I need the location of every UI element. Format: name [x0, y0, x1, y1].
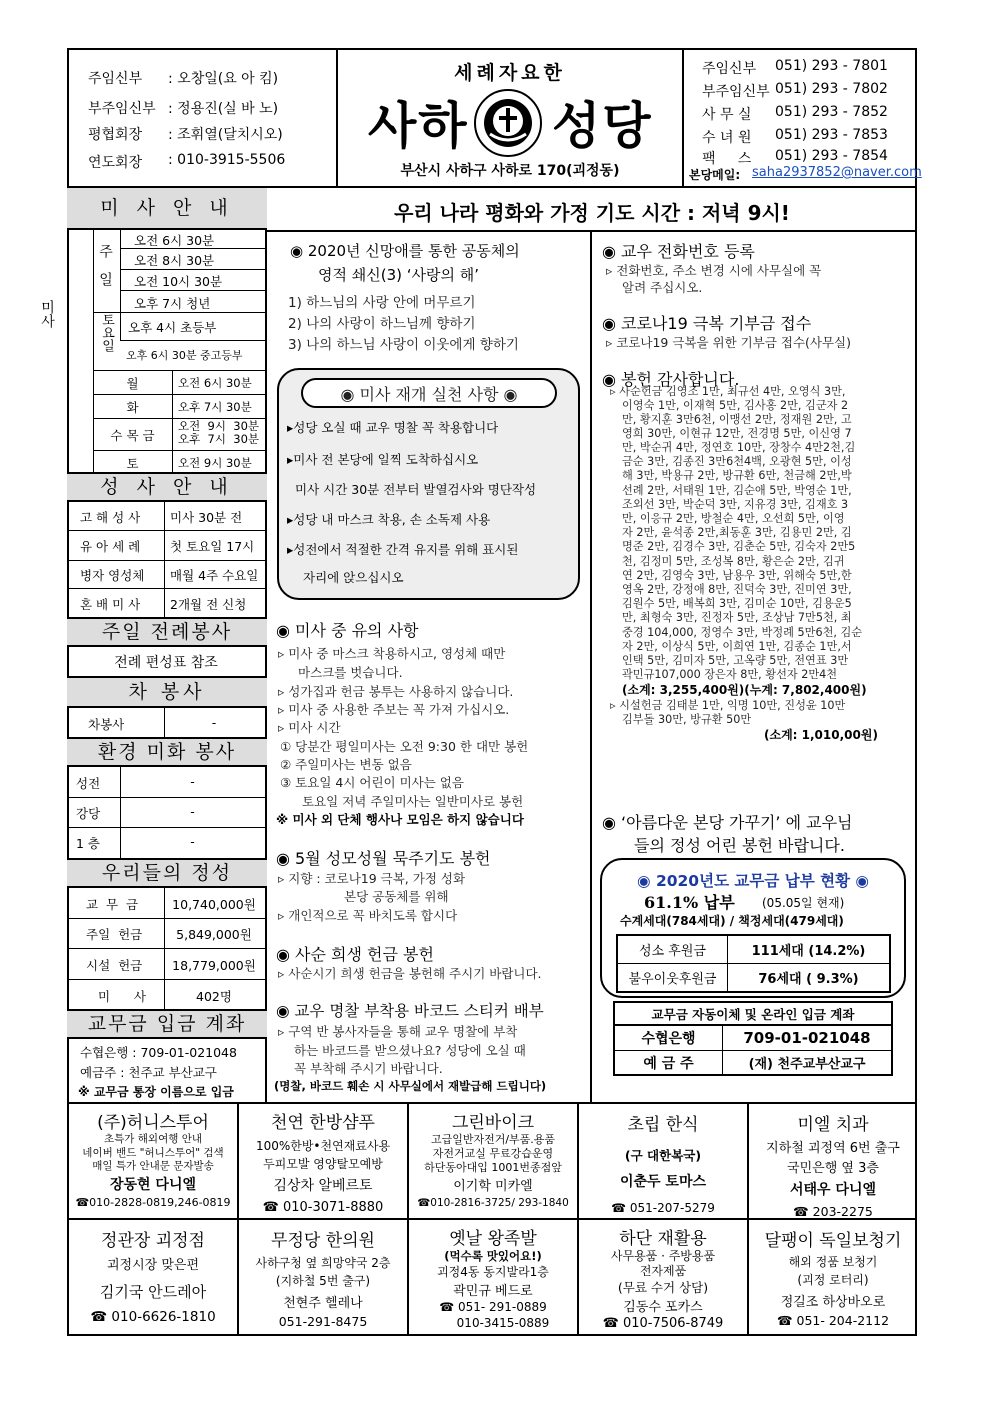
prayer-item: 2) 나의 사랑이 하느님께 향하기 [288, 316, 476, 332]
sacrament-guide-title: 성 사 안 내 [67, 472, 267, 502]
ad-card [239, 1226, 407, 1331]
staff-role: 주임신부 [88, 71, 143, 87]
dues-row-value: 76세대 ( 9.3%) [727, 963, 891, 993]
ad-line: (먹수록 맛있어요!) [444, 1249, 542, 1263]
auto-transfer-account: 709-01-021048 [722, 1025, 893, 1051]
saturday-label: 토요일 [99, 313, 114, 352]
donor-line: 중경 104,000, 정영수 3만, 박정례 5만6천, 김순 [622, 626, 863, 639]
ad-phone: ☎010-2816-3725/ 293-1840 [417, 1197, 569, 1209]
ad-card [409, 1108, 577, 1212]
covid-donation-title: ◉ 코로나19 극복 기부금 접수 [602, 314, 812, 333]
ad-phone: ☎ 010-7506-8749 [602, 1316, 724, 1331]
weekday-name: 토 [126, 456, 139, 471]
donor-line: 만, 이응규 2만, 방철순 4만, 오선희 5만, 이영 [622, 512, 845, 525]
facility-offering-subtotal: (소계: 1,010,00원) [764, 728, 878, 742]
offering-name: 시설 헌금 [86, 958, 143, 973]
dues-row-name: 성소 후원금 [616, 934, 728, 964]
sacrament-info: 미사 30분 전 [170, 510, 243, 525]
tea-service-value: - [211, 715, 217, 730]
environment-value: - [190, 804, 195, 819]
auto-transfer-bank: 수협은행 [613, 1025, 723, 1051]
donor-line: 조외선 3만, 박순덕 3만, 지유경 3만, 김재호 3 [622, 498, 849, 511]
liturgy-schedule-text: 전례 편성표 참조 [114, 655, 218, 671]
ad-card [579, 1224, 747, 1333]
ad-line: 100%한방•천연재료사용 [255, 1139, 391, 1153]
ad-title: 하단 재활용 [619, 1229, 707, 1249]
church-logo-icon [470, 88, 546, 158]
staff-name: 오창일(요 아 킴) [177, 71, 279, 87]
sacrament-info: 첫 토요일 17시 [170, 539, 255, 554]
environment-value: - [190, 774, 195, 789]
phone-label: 주임신부 [702, 61, 757, 77]
ad-line: 괴정4동 동지발라1층 [437, 1265, 549, 1279]
dues-households: 수계세대(784세대) / 책정세대(479세대) [620, 914, 844, 928]
mass-resume-rule: ▸성전에서 적절한 간격 유지를 위해 표시된 [287, 542, 519, 557]
donor-line: 영옥 2만, 강정애 8만, 진덕숙 3만, 진미연 3만, [622, 583, 852, 596]
donor-line: 금순 3만, 김종진 3만6천4백, 오광현 5만, 이성 [622, 455, 852, 468]
ad-phone: ☎010-2828-0819,246-0819 [75, 1195, 231, 1209]
ad-title: 옛날 왕족발 [449, 1229, 537, 1249]
ad-line: (괴정 로터리) [797, 1273, 869, 1287]
phone-register-line: 알려 주십시오. [622, 280, 703, 295]
donor-line: 인택 5만, 김미자 5만, 고옥량 5만, 전연표 3만 [622, 654, 849, 667]
phone-label: 사 무 실 [702, 107, 752, 123]
auto-transfer-title: 교무금 자동이체 및 온라인 입금 계좌 [613, 1001, 893, 1026]
phone-number: 051) 293 - 7802 [775, 81, 888, 97]
sunday-mass-time: 오전 6시 30분 [134, 233, 215, 248]
offering-thanks-title: ◉ 봉헌 감사합니다. [602, 370, 740, 389]
mass-caution-line: ② 주일미사는 변동 없음 [280, 757, 412, 772]
mass-caution-line: ③ 토요일 4시 어린이 미사는 없음 [280, 775, 464, 790]
mass-caution-title: ◉ 미사 중 유의 사항 [276, 621, 419, 640]
sunday-mass-time: 오전 10시 30분 [134, 274, 223, 289]
church-address: 부산시 사하구 사하로 170(괴정동) [400, 163, 620, 179]
ad-owner: 김상차 알베르토 [273, 1178, 373, 1194]
ad-phone: ☎ 203-2275 [793, 1204, 873, 1219]
email-link[interactable]: saha2937852@naver.com [752, 165, 922, 180]
staff-role: 연도회장 [88, 155, 143, 171]
ad-line: 국민은행 옆 3층 [787, 1161, 879, 1176]
ad-title: 달팽이 독일보청기 [764, 1231, 902, 1251]
church-title-right: 성당 [552, 97, 653, 155]
environment-area: 1 층 [76, 836, 101, 851]
mass-caution-note: ※ 미사 외 단체 행사나 모임은 하지 않습니다 [276, 812, 524, 827]
prayer-title-line1: ◉ 2020년 신망애를 통한 공동체의 [290, 242, 520, 260]
beautify-title-line2: 들의 정성 어린 봉헌 바랍니다. [634, 836, 845, 855]
ad-owner: 장동현 다니엘 [109, 1176, 197, 1193]
ad-title: 그린바이크 [451, 1113, 535, 1133]
ad-phone: 051-291-8475 [278, 1314, 368, 1329]
ad-title: 정관장 괴정점 [101, 1231, 205, 1251]
rosary-line: 본당 공동체를 위해 [344, 889, 449, 904]
mass-caution-line: ▹ 미사 시간 [278, 720, 341, 735]
barcode-sticker-line: 하는 바코드를 받으셨나요? 성당에 오실 때 [294, 1043, 526, 1058]
ad-title: 무정당 한의원 [271, 1231, 375, 1251]
offering-value: 5,849,000원 [176, 927, 252, 942]
mass-resume-rules-box [277, 368, 580, 600]
ad-line: (구 대한복국) [624, 1148, 702, 1163]
weekday-mass-time: 오전 6시 30분 [178, 376, 252, 390]
lent-offering-subtotal: (소계: 3,255,400원)(누계: 7,802,400원) [622, 683, 867, 697]
phone-label: 팩 스 [702, 151, 752, 167]
ad-line: 괴정시장 맞은편 [106, 1258, 200, 1273]
weekday-name: 수 목 금 [110, 428, 155, 443]
lent-sacrifice-title: ◉ 사순 희생 헌금 봉헌 [276, 945, 434, 964]
offering-title: 우리들의 정성 [67, 858, 267, 888]
beautify-title-line1: ◉ ‘아름다운 본당 가꾸기’ 에 교우님 [602, 813, 853, 832]
tea-service-name: 차봉사 [88, 717, 125, 732]
ad-line: 사하구청 옆 희망약국 2층 [255, 1256, 391, 1270]
ad-line: 해외 정품 보청기 [788, 1255, 878, 1269]
offering-name: 미 사 [98, 989, 146, 1004]
liturgy-service-title: 주일 전례봉사 [67, 617, 267, 647]
ad-owner: 김동수 포카스 [623, 1300, 703, 1315]
donor-line: 이영숙 1만, 이재혁 5만, 김사홍 2만, 김군자 2 [622, 399, 849, 412]
banner-title: 우리 나라 평화와 가정 기도 시간 : 저녁 9시! [394, 201, 790, 225]
offering-name: 교 무 금 [86, 897, 139, 912]
sunday-label: 주일 [97, 244, 113, 300]
weekday-mass-time: 오후 7시 30분 [178, 400, 252, 414]
ad-phone: ☎ 051-207-5279 [611, 1201, 715, 1215]
dues-status-title: ◉ 2020년도 교무금 납부 현황 ◉ [637, 872, 869, 890]
ad-owner: 이춘두 토마스 [619, 1174, 707, 1190]
lent-sacrifice-line: ▹ 사순시기 희생 헌금을 봉헌해 주시기 바랍니다. [278, 966, 542, 981]
ad-owner: 곽민규 베드로 [453, 1284, 533, 1299]
ad-card [749, 1110, 917, 1221]
donor-line: 영희 30만, 이현규 12만, 전경명 5만, 이신영 7 [622, 427, 852, 440]
ad-phone: ☎ 010-3071-8880 [262, 1200, 384, 1215]
phone-register-title: ◉ 교우 전화번호 등록 [602, 242, 755, 261]
ad-phone: ☎ 051- 204-2112 [776, 1313, 890, 1328]
mass-guide-title: 미 사 안 내 [67, 186, 267, 230]
phone-number: 051) 293 - 7801 [775, 58, 888, 74]
covid-donation-line: ▹ 코로나19 극복을 위한 기부금 접수(사무실) [606, 335, 852, 350]
tea-service-title: 차 봉사 [67, 676, 267, 708]
ad-line: 하단동아대입 1001번종점앞 [424, 1161, 562, 1174]
mass-resume-rule: ▸미사 전 본당에 일찍 도착하십시오 [287, 452, 479, 467]
offering-value: 18,779,000원 [172, 958, 256, 973]
ad-owner: 이기학 미카엘 [453, 1179, 533, 1194]
weekday-mass-time: 오전 9시 30분 [178, 456, 252, 470]
ad-card [239, 1108, 407, 1217]
donor-line: ▹ 사순헌금 김영조 1만, 최규선 4만, 오영식 3만, [610, 385, 846, 398]
donor-line: 해 3만, 박용규 2만, 방규환 6만, 천금해 2만,박 [622, 469, 852, 482]
staff-role: 평협회장 [88, 127, 143, 143]
staff-name: 정용진(실 바 노) [177, 101, 279, 117]
mass-caution-line: ▹ 미사 중 마스크 착용하시고, 영성체 때만 [278, 646, 506, 661]
phone-label: 부주임신부 [702, 84, 770, 100]
auto-transfer-holder: (재) 천주교부산교구 [722, 1050, 893, 1076]
ad-phone: ☎ 010-6626-1810 [90, 1309, 216, 1325]
dues-row-value: 111세대 (14.2%) [727, 934, 891, 964]
ad-title: 초립 한식 [627, 1115, 699, 1135]
prayer-item: 1) 하느님의 사랑 안에 머무르기 [288, 295, 476, 311]
sacrament-name: 병자 영성체 [80, 568, 145, 583]
mass-resume-rule: 미사 시간 30분 전부터 발열검사와 명단작성 [295, 482, 537, 497]
staff-role: 부주임신부 [88, 101, 156, 117]
rosary-line: ▹ 개인적으로 꼭 바치도록 합시다 [278, 908, 458, 923]
staff-name: 조휘열(달치시오) [177, 127, 283, 143]
donor-line: 김원수 5만, 배복희 3만, 김미순 10만, 김용운5 [622, 597, 852, 610]
ad-card [409, 1224, 577, 1331]
ad-line: 지하철 괴정역 6번 출구 [766, 1141, 900, 1156]
mass-caution-line: ① 당분간 평일미사는 오전 9:30 한 대만 봉헌 [280, 739, 529, 754]
auto-transfer-holder-label: 예 금 주 [613, 1050, 723, 1076]
ad-line: (지하철 5번 출구) [275, 1274, 371, 1288]
mass-resume-rule: ▸성당 오실 때 교우 명찰 꼭 착용합니다 [287, 420, 499, 435]
ad-line: 초특가 해외여행 안내 [104, 1133, 202, 1145]
offering-name: 주일 헌금 [86, 927, 143, 942]
ad-title: (주)허니스투어 [97, 1113, 209, 1133]
offering-value: 402명 [196, 989, 232, 1004]
ad-title: 천연 한방샴푸 [271, 1113, 375, 1133]
ad-phone-secondary: 010-3415-0889 [456, 1316, 550, 1330]
account-title: 교무금 입금 계좌 [67, 1009, 267, 1039]
church-title-left: 사하 [368, 97, 469, 155]
mass-resume-rule: 자리에 앉으십시오 [303, 570, 404, 585]
facility-donor-line: 김부돌 30만, 방규환 50만 [622, 713, 752, 726]
dues-row-name: 불우이웃후원금 [616, 963, 728, 993]
ad-line: 두피모발 영양탈모예방 [263, 1157, 383, 1171]
ad-line: 자전거교실 무료강습운영 [432, 1147, 554, 1160]
sacrament-name: 고 해 성 사 [80, 510, 141, 525]
donor-line: 선례 2만, 서태원 1만, 김순애 5만, 박영순 1만, [622, 484, 852, 497]
ad-owner: 김기국 안드레아 [99, 1283, 207, 1301]
donor-line: 자 2만, 윤석종 2만,최동훈 3만, 김용민 2만, 김 [622, 526, 852, 539]
ad-phone: ☎ 051- 291-0889 [439, 1300, 547, 1314]
environment-value: - [190, 834, 195, 849]
sunday-mass-time: 오후 7시 청년 [134, 296, 211, 311]
mass-caution-line: 토요일 저녁 주일미사는 일반미사로 봉헌 [302, 794, 524, 809]
barcode-sticker-note: (명찰, 바코드 훼손 시 사무실에서 재발급해 드립니다) [274, 1079, 547, 1093]
ad-title: 미엘 치과 [797, 1115, 869, 1135]
ad-owner: 정길조 하상바오로 [780, 1295, 886, 1310]
ad-line: (무료 수거 상담) [617, 1280, 709, 1295]
rosary-line: ▹ 지향 : 코로나19 극복, 가정 성화 [278, 871, 466, 886]
phone-number: 051) 293 - 7852 [775, 104, 888, 120]
ad-line: 매일 특가 안내문 문자발송 [92, 1160, 214, 1172]
ad-owner: 천현주 헬레나 [283, 1296, 363, 1311]
donor-line: 천, 김정미 5만, 조성복 8만, 황은순 2만, 김귀 [622, 555, 845, 568]
donor-line: 만, 박순귀 4만, 정연호 10만, 장창수 4만2천,김 [622, 441, 856, 454]
donor-line: 자 2만, 이상식 5만, 이희연 1만, 김종순 1만,서 [622, 640, 852, 653]
account-holder: 예금주 : 천주교 부산교구 [80, 1065, 217, 1080]
phone-label: 수 녀 원 [702, 130, 752, 146]
donor-line: 만, 최형숙 3만, 진정자 5만, 조상남 7만5천, 최 [622, 611, 852, 624]
prayer-item: 3) 나의 하느님 사랑이 이웃에게 향하기 [288, 337, 519, 353]
environment-area: 성전 [76, 776, 101, 791]
mass-caution-line: ▹ 미사 중 사용한 주보는 꼭 가져 가십시오. [278, 702, 510, 717]
saturday-mass-time: 오후 6시 30분 중고등부 [126, 349, 243, 362]
environment-area: 강당 [76, 806, 101, 821]
weekday-name: 화 [126, 400, 139, 415]
ad-line: 전자제품 [639, 1264, 687, 1278]
weekday-name: 월 [126, 376, 139, 391]
saturday-mass-time: 오후 4시 초등부 [128, 320, 217, 335]
ad-line: 사무용품 · 주방용품 [610, 1249, 716, 1263]
account-note: ※ 교무금 통장 이름으로 입금 [78, 1085, 234, 1099]
barcode-sticker-line: 꼭 부착해 주시기 바랍니다. [294, 1061, 443, 1076]
email-label: 본당메일: [689, 168, 741, 182]
ad-card [69, 1226, 237, 1326]
ad-card [69, 1108, 237, 1212]
sacrament-info: 매월 4주 수요일 [170, 568, 259, 583]
rosary-title: ◉ 5월 성모성월 묵주기도 봉헌 [276, 849, 491, 868]
phone-number: 051) 293 - 7853 [775, 127, 888, 143]
dues-date: (05.05일 현재) [762, 896, 845, 910]
sacrament-name: 유 아 세 례 [80, 539, 141, 554]
sacrament-info: 2개월 전 신청 [170, 597, 247, 612]
ad-line: 네이버 밴드 "허니스투어" 검색 [82, 1146, 224, 1159]
mass-caution-line: 마스크를 벗습니다. [298, 665, 403, 680]
facility-donor-line: ▹ 시설헌금 김태분 1만, 익명 10만, 진성윤 10만 [610, 699, 846, 712]
church-pretitle: 세례자요한 [454, 62, 566, 84]
staff-name: 010-3915-5506 [177, 152, 286, 168]
mass-resume-rule: ▸성당 내 마스크 착용, 손 소독제 사용 [287, 512, 491, 527]
ad-owner: 서태우 다니엘 [789, 1182, 877, 1198]
account-bank: 수협은행 : 709-01-021048 [80, 1045, 237, 1060]
ad-card [749, 1226, 917, 1330]
mass-resume-rules-title: ◉ 미사 재개 실천 사항 ◉ [340, 385, 518, 404]
ad-card [579, 1110, 747, 1217]
donor-line: 곽민규107,000 장은자 8만, 황선자 2만4천 [622, 668, 838, 681]
offering-value: 10,740,000원 [172, 897, 256, 912]
mass-label: 미사 [39, 300, 55, 328]
phone-register-line: ▹ 전화번호, 주소 변경 시에 사무실에 꼭 [606, 263, 822, 278]
environment-service-title: 환경 미화 봉사 [67, 737, 267, 767]
prayer-title-line2: 영적 쇄신(3) ‘사랑의 해’ [318, 266, 480, 284]
barcode-sticker-line: ▹ 구역 반 봉사자들을 통해 교우 명찰에 부착 [278, 1024, 518, 1039]
weekday-mass-time: 오전 9시 30분 오후 7시 30분 [178, 419, 260, 446]
sacrament-name: 혼 배 미 사 [80, 597, 141, 612]
dues-payment-rate: 61.1% 납부 [644, 893, 735, 912]
donor-line: 연 2만, 김영숙 3만, 남용우 3만, 위해숙 5만,한 [622, 569, 852, 582]
mass-caution-line: ▹ 성가집과 헌금 봉투는 사용하지 않습니다. [278, 684, 514, 699]
phone-number: 051) 293 - 7854 [775, 148, 888, 164]
sunday-mass-time: 오전 8시 30분 [134, 253, 215, 268]
ad-line: 고급일반자전거/부품.용품 [430, 1133, 556, 1146]
donor-line: 만, 황지훈 3만6천, 이맹선 2만, 정재원 2만, 고 [622, 413, 852, 426]
donor-line: 명준 2만, 김경수 3만, 김춘순 5만, 김숙자 2만5 [622, 540, 856, 553]
barcode-sticker-title: ◉ 교우 명찰 부착용 바코드 스티커 배부 [276, 1002, 544, 1020]
